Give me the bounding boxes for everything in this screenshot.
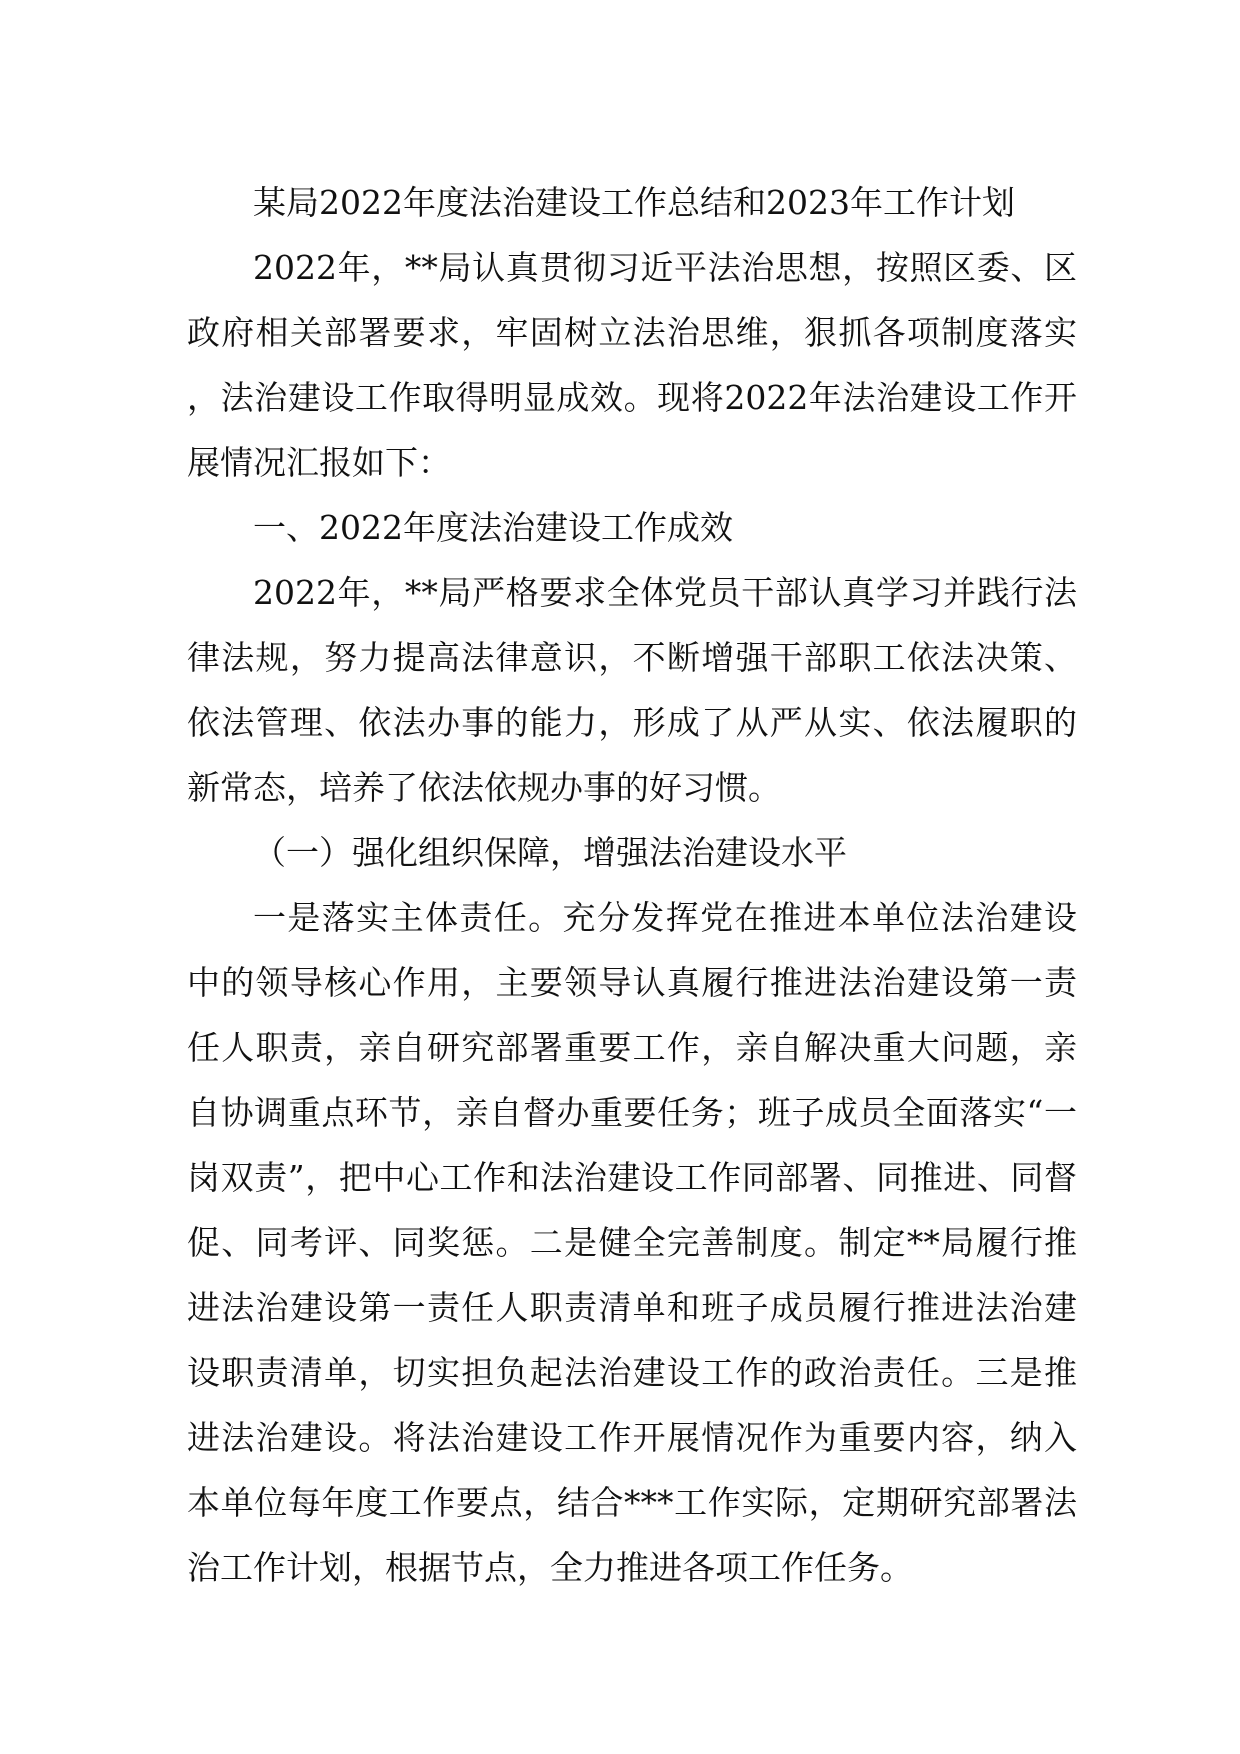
section-1-paragraph: 2022年，**局严格要求全体党员干部认真学习并践行法律法规，努力提高法律意识，不断增强干部职工依法决策、依法管理、依法办事的能力，形成了从严从实、依法履职的新常态，培养了依法依规办事的好习惯。	[187, 573, 1077, 807]
document-body	[187, 170, 1077, 1600]
section-heading-1: 一、2022年度法治建设工作成效	[253, 508, 733, 547]
subsection-1-paragraph: 一是落实主体责任。充分发挥党在推进本单位法治建设中的领导核心作用，主要领导认真履行推进法治建设第一责任人职责，亲自研究部署重要工作，亲自解决重大问题，亲自协调重点环节，亲自督办重要任务；班子成员全面落实“一岗双责”，把中心工作和法治建设工作同部署、同推进、同督促、同考评、同奖惩。二是健全完善制度。制定**局履行推进法治建设第一责任人职责清单和班子成员履行推进法治建设职责清单，切实担负起法治建设工作的政治责任。三是推进法治建设。将法治建设工作开展情况作为重要内容，纳入本单位每年度工作要点，结合***工作实际，定期研究部署法治工作计划，根据节点，全力推进各项工作任务。	[187, 898, 1077, 1587]
intro-paragraph: 2022年，**局认真贯彻习近平法治思想，按照区委、区政府相关部署要求，牢固树立法治思维，狠抓各项制度落实，法治建设工作取得明显成效。现将2022年法治建设工作开展情况汇报如下：	[187, 248, 1077, 482]
subsection-heading-1: （一）强化组织保障，增强法治建设水平	[253, 833, 847, 872]
document-title: 某局2022年度法治建设工作总结和2023年工作计划	[253, 183, 1015, 222]
